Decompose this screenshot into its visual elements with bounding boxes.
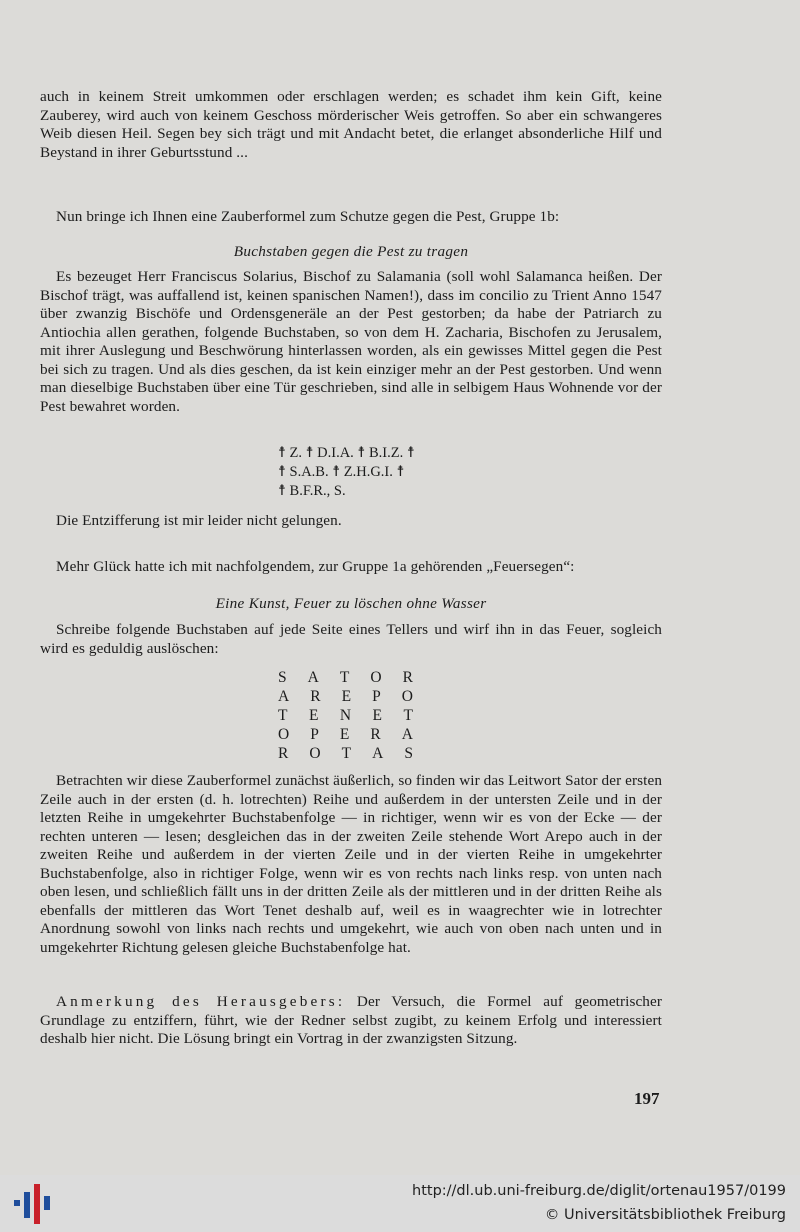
footer-bar [0, 1175, 800, 1232]
sator-letter: T [339, 669, 350, 686]
paragraph-7: Betrachten wir diese Zauberformel zunächst äußerlich, so finden wir das Leitwort Sator der ersten Zeile auch in der ersten (d. h. lotrechten) Reihe und außerdem in der untersten Zeile und in der letzten Reihe in umgekehrter Buchstabenfolge — in richtiger, wenn wir es von der Ecke — der rechten unteren — lesen; desgleichen das in der zweiten Zeile stehende Wort Arepo auch in der zweiten Reihe und außerdem in der vierten Zeile und in der vierten Reihe in umgekehrter Buchstabenfolge, also in richtiger Folge, wenn wir es von rechts nach links resp. von unten nach oben lesen, und schließlich fällt uns in der dritten Zeile als der mittleren und in der dritten Reihe als ebenfalls der mittleren das Wort Tenet deshalb auf, weil es in waagrechter wie in lotrechter Anordnung sowohl von links nach rechts und umgekehrt, wie auch von oben nach unten und in umgekehrter Richtung gelesen gleiche Buchstabenfolge hat. [40, 772, 663, 956]
sator-letter: A [401, 726, 413, 743]
paragraph-8 [40, 993, 662, 1049]
sator-row [278, 668, 413, 687]
copyright-text: © Universitätsbibliothek Freiburg [544, 1207, 786, 1223]
cipher-line: ☨ S.A.B. ☨ Z.H.G.I. ☨ [278, 464, 405, 480]
sator-letter: P [372, 688, 381, 705]
sator-letter: S [404, 745, 413, 762]
sator-letter: P [310, 726, 319, 743]
sator-row [278, 725, 413, 744]
sator-square [278, 668, 413, 763]
sator-row [278, 687, 413, 706]
sator-letter: A [372, 745, 384, 762]
sator-letter: S [278, 669, 287, 686]
ub-freiburg-logo-icon [10, 1182, 52, 1226]
cipher-block [278, 444, 478, 501]
sator-letter: E [308, 707, 319, 724]
paragraph-6: Schreibe folgende Buchstaben auf jede Seite eines Tellers und wirf ihn in das Feuer, sogleich wird es geduldig auslöschen: [40, 621, 662, 657]
sator-row [278, 706, 413, 725]
editor-note-label: Anmerkung des Herausgebers: [56, 993, 346, 1010]
permalink-url[interactable]: http://dl.ub.uni-freiburg.de/diglit/ortenau1957/0199 [412, 1183, 786, 1199]
sator-row [278, 744, 413, 763]
sator-letter: E [372, 707, 383, 724]
heading-pest: Buchstaben gegen die Pest zu tragen [233, 243, 469, 260]
paragraph-4: Die Entzifferung ist mir leider nicht gelungen. [56, 512, 342, 529]
cipher-line: ☨ Z. ☨ D.I.A. ☨ B.I.Z. ☨ [278, 445, 415, 461]
sator-letter: O [309, 745, 321, 762]
cipher-line: ☨ B.F.R., S. [278, 483, 346, 499]
sator-letter: O [278, 726, 290, 743]
sator-letter: N [339, 707, 352, 724]
paragraph-5: Mehr Glück hatte ich mit nachfolgendem, zur Gruppe 1a gehörenden „Feuersegen“: [56, 558, 575, 575]
sator-letter: O [370, 669, 382, 686]
sator-letter: A [307, 669, 319, 686]
sator-letter: R [310, 688, 321, 705]
sator-letter: T [278, 707, 288, 724]
sator-letter: T [341, 745, 352, 762]
paragraph-1: auch in keinem Streit umkommen oder erschlagen werden; es schadet ihm kein Gift, keine Zauberey, wird auch von keinem Geschoss mörderischer Weis getroffen. So aber ein schwangeres Weib diesen Heil. Segen bey sich trägt und mit Andacht betet, die erlanget absonderliche Hilf und Beystand in ihrer Geburtsstund ... [40, 88, 662, 161]
editor-note-text: Der Versuch, die Formel auf geometrischer Grundlage zu entziffern, führt, wie der Redner selbst zugibt, zu keinem Erfolg und interessiert deshalb hier nicht. Die Lösung bringt ein Vortrag in der zwanzigsten Sitzung. [40, 993, 662, 1047]
sator-letter: O [401, 688, 413, 705]
sator-letter: R [402, 669, 413, 686]
paragraph-3: Es bezeuget Herr Franciscus Solarius, Bischof zu Salamania (soll wohl Salamanca heißen. Der Bischof trägt, was auffallend ist, keinen spanischen Namen!), dass im concilio zu Trient Anno 1547 über zwanzig Bischöfe und Ordensgeneräle an der Pest gestorben; da habe der Patriarch zu Antiochia allen gerathen, folgende Buchstaben, so von dem H. Zacharia, Bischofen zu Jerusalem, mit ihrer Auslegung und Beschwörung hinterlassen worden, als ein gewisses Mittel gegen die Pest bei sich zu tragen. Und als dies geschen, da ist kein einziger mehr an der Pest gestorben. Und wenn man dieselbige Buchstaben über eine Tür geschrieben, sind alle in selbigem Haus Wohnende vor der Pest bewahret worden. [40, 268, 662, 415]
paragraph-2: Nun bringe ich Ihnen eine Zauberformel zum Schutze gegen die Pest, Gruppe 1b: [56, 208, 560, 225]
sator-letter: R [370, 726, 381, 743]
heading-feuer: Eine Kunst, Feuer zu löschen ohne Wasser [215, 595, 487, 612]
sator-letter: A [278, 688, 290, 705]
page-number: 197 [634, 1089, 660, 1108]
sator-letter: E [339, 726, 350, 743]
sator-letter: T [403, 707, 413, 724]
sator-letter: E [341, 688, 352, 705]
sator-letter: R [278, 745, 289, 762]
